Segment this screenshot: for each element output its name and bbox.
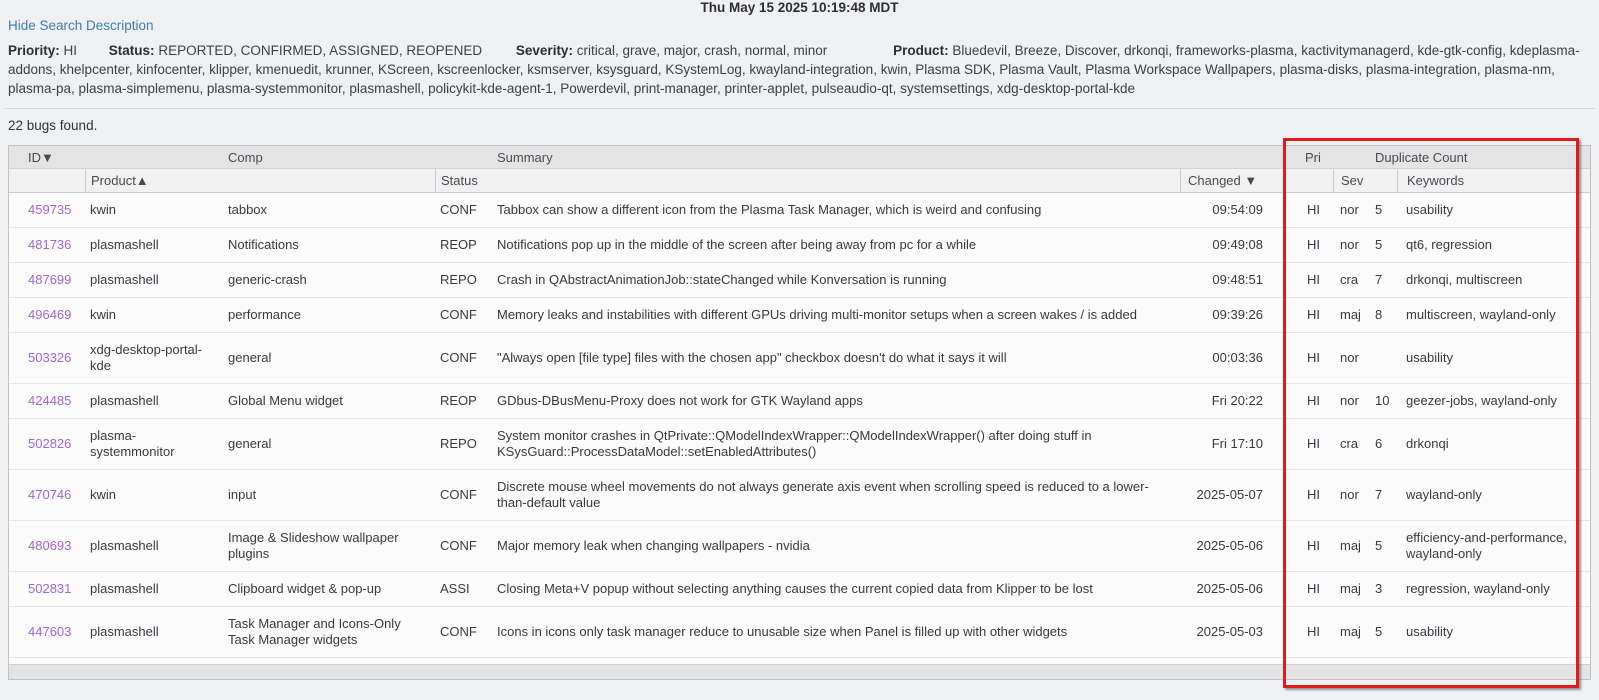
keywords-cell: multiscreen, wayland-only <box>1406 307 1556 322</box>
severity-cell: maj <box>1340 307 1361 322</box>
priority-cell: HI <box>1307 350 1320 365</box>
bug-id-link[interactable]: 459735 <box>28 202 72 217</box>
summary-cell: Notifications pop up in the middle of the screen after being away from pc for a while <box>497 237 977 252</box>
changed-cell: 2025-05-07 <box>1196 487 1263 502</box>
status-cell: CONF <box>440 487 477 502</box>
column-header-status[interactable]: Status <box>435 169 490 192</box>
component-cell: Notifications <box>228 237 299 252</box>
table-row <box>9 228 1590 263</box>
status-cell: CONF <box>440 202 477 217</box>
product-cell: plasma-systemmonitor <box>90 428 175 459</box>
bug-id-cell <box>9 572 85 606</box>
product-label: Product: <box>893 43 949 58</box>
priority-cell: HI <box>1307 487 1320 502</box>
status-cell: CONF <box>440 624 477 639</box>
priority-value: HI <box>63 43 78 58</box>
priority-label: Priority: <box>8 43 60 58</box>
product-cell: plasmashell <box>90 538 159 553</box>
keywords-cell: regression, wayland-only <box>1406 581 1550 596</box>
status-label: Status: <box>108 43 155 58</box>
component-cell: performance <box>228 307 301 322</box>
product-cell: kwin <box>90 307 117 322</box>
summary-cell: Closing Meta+V popup without selecting anything causes the current copied data from Klipper to be lost <box>497 581 1093 596</box>
severity-cell: nor <box>1340 393 1359 408</box>
component-cell: Clipboard widget & pop-up <box>228 581 382 596</box>
column-header-comp[interactable]: Comp <box>228 149 263 165</box>
column-header-duplicate-count[interactable]: Duplicate Count <box>1375 149 1468 165</box>
changed-cell: 2025-05-06 <box>1196 538 1263 553</box>
changed-cell: 2025-05-03 <box>1196 624 1263 639</box>
bug-id-cell <box>9 341 85 375</box>
timestamp: Thu May 15 2025 10:19:48 MDT <box>700 0 899 15</box>
changed-cell: Fri 20:22 <box>1211 393 1263 408</box>
table-row <box>9 470 1590 521</box>
summary-cell: "Always open [file type] files with the chosen app" checkbox doesn't do what it says it will <box>497 350 1007 365</box>
priority-cell: HI <box>1307 581 1320 596</box>
bug-id-link[interactable]: 481736 <box>28 237 72 252</box>
changed-cell: 09:48:51 <box>1212 272 1263 287</box>
status-cell: ASSI <box>440 581 470 596</box>
bug-id-link[interactable]: 503326 <box>28 350 72 365</box>
severity-cell: maj <box>1340 538 1361 553</box>
keywords-cell: drkonqi, multiscreen <box>1406 272 1523 287</box>
summary-cell: Crash in QAbstractAnimationJob::stateChanged while Konversation is running <box>497 272 947 287</box>
status-cell: CONF <box>440 307 477 322</box>
component-cell: Global Menu widget <box>228 393 343 408</box>
changed-cell: 09:54:09 <box>1212 202 1263 217</box>
column-header-product[interactable]: Product▲ <box>85 169 223 192</box>
component-cell: generic-crash <box>228 272 307 287</box>
bug-id-link[interactable]: 470746 <box>28 487 72 502</box>
keywords-cell: wayland-only <box>1406 487 1482 502</box>
severity-cell: nor <box>1340 202 1359 217</box>
changed-cell: 09:49:08 <box>1212 237 1263 252</box>
severity-cell: maj <box>1340 624 1361 639</box>
summary-cell: GDbus-DBusMenu-Proxy does not work for GTK Wayland apps <box>497 393 863 408</box>
table-row <box>9 572 1590 607</box>
component-cell: Image & Slideshow wallpaper plugins <box>228 530 399 561</box>
component-cell: general <box>228 350 272 365</box>
column-header-id[interactable]: ID▼ <box>28 149 54 165</box>
column-header-summary[interactable]: Summary <box>497 149 553 165</box>
duplicate-count-cell: 7 <box>1375 487 1383 502</box>
component-cell: general <box>228 436 272 451</box>
bug-id-cell <box>9 615 85 649</box>
severity-cell: nor <box>1340 237 1359 252</box>
component-cell: tabbox <box>228 202 268 217</box>
duplicate-count-cell: 8 <box>1375 307 1383 322</box>
column-header-sev[interactable]: Sev <box>1333 169 1368 192</box>
summary-cell: Discrete mouse wheel movements do not always generate axis event when scrolling speed is reduced to a lower-than-default value <box>497 479 1149 510</box>
table-header-row-2 <box>9 169 1590 193</box>
summary-cell: System monitor crashes in QtPrivate::QModelIndexWrapper::QModelIndexWrapper() after doing stuff in KSysGuard::ProcessDataModel::setEnabledAttributes() <box>497 428 1092 459</box>
severity-cell: cra <box>1340 436 1359 451</box>
keywords-cell: usability <box>1406 202 1453 217</box>
severity-cell: nor <box>1340 350 1359 365</box>
table-row <box>9 607 1590 658</box>
duplicate-count-cell: 5 <box>1375 202 1383 217</box>
bug-list-table <box>8 145 1591 680</box>
bug-id-link[interactable]: 480693 <box>28 538 72 553</box>
product-cell: kwin <box>90 487 117 502</box>
duplicate-count-cell <box>1368 349 1397 367</box>
column-header-keywords[interactable]: Keywords <box>1397 169 1590 192</box>
bug-id-cell <box>9 529 85 563</box>
table-row <box>9 333 1590 384</box>
component-cell: input <box>228 487 257 502</box>
status-cell: REPO <box>440 436 477 451</box>
duplicate-count-cell: 3 <box>1375 581 1383 596</box>
duplicate-count-cell: 10 <box>1375 393 1390 408</box>
table-footer-header-bar <box>9 664 1590 679</box>
priority-cell: HI <box>1307 202 1320 217</box>
priority-cell: HI <box>1307 436 1320 451</box>
divider <box>4 108 1595 109</box>
priority-cell: HI <box>1307 307 1320 322</box>
priority-cell: HI <box>1307 237 1320 252</box>
table-row <box>9 298 1590 333</box>
status-cell: REOP <box>440 393 477 408</box>
bug-id-link[interactable]: 487699 <box>28 272 72 287</box>
status-value: REPORTED, CONFIRMED, ASSIGNED, REOPENED <box>158 43 483 58</box>
status-cell: CONF <box>440 350 477 365</box>
bug-id-link[interactable]: 496469 <box>28 307 72 322</box>
table-row <box>9 193 1590 228</box>
duplicate-count-cell: 7 <box>1375 272 1383 287</box>
bug-id-link[interactable]: 447603 <box>28 624 72 639</box>
severity-cell: cra <box>1340 272 1359 287</box>
product-cell: kwin <box>90 202 117 217</box>
priority-cell: HI <box>1307 393 1320 408</box>
product-cell: plasmashell <box>90 272 159 287</box>
product-cell: plasmashell <box>90 624 159 639</box>
duplicate-count-cell: 5 <box>1375 237 1383 252</box>
component-cell: Task Manager and Icons-Only Task Manager widgets <box>228 616 401 647</box>
duplicate-count-cell: 5 <box>1375 624 1383 639</box>
severity-cell: maj <box>1340 581 1361 596</box>
priority-cell: HI <box>1307 538 1320 553</box>
bug-id-link[interactable]: 502826 <box>28 436 72 451</box>
bug-id-link[interactable]: 502831 <box>28 581 72 596</box>
table-row <box>9 384 1590 419</box>
bug-id-cell <box>9 193 85 227</box>
duplicate-count-cell: 5 <box>1375 538 1383 553</box>
duplicate-count-cell: 6 <box>1375 436 1383 451</box>
search-description <box>8 41 1589 98</box>
bug-id-cell <box>9 384 85 418</box>
keywords-cell: usability <box>1406 350 1453 365</box>
severity-value: critical, grave, major, crash, normal, minor <box>576 43 828 58</box>
status-cell: REOP <box>440 237 477 252</box>
table-row <box>9 521 1590 572</box>
product-cell: plasmashell <box>90 237 159 252</box>
table-body <box>9 193 1590 658</box>
severity-cell: nor <box>1340 487 1359 502</box>
product-value: Bluedevil, Breeze, Discover, drkonqi, frameworks-plasma, kactivitymanagerd, kde-gtk-config, kdeplasma-addons, khelpcenter, kinfocenter, klipper, kmenuedit, krunner, KScreen, kscreenlocker, ksmserver, ksysguard, KSystemLog, kwayland-integration, kwin, Plasma SDK, Plasma Vault, Plasma Workspace Wallpapers, plasma-disks, plasma-integration, plasma-nm, plasma-pa, plasma-simplemenu, plasma-systemmonitor, plasmashell, policykit-kde-agent-1, Powerdevil, print-manager, printer-applet, pulseaudio-qt, systemsettings, xdg-desktop-portal-kde <box>8 43 1580 96</box>
changed-cell: Fri 17:10 <box>1211 436 1263 451</box>
product-cell: plasmashell <box>90 393 159 408</box>
keywords-cell: qt6, regression <box>1406 237 1492 252</box>
priority-cell: HI <box>1307 272 1320 287</box>
bug-id-cell <box>9 263 85 297</box>
summary-cell: Icons in icons only task manager reduce to unusable size when Panel is filled up with other widgets <box>497 624 1068 639</box>
bug-id-link[interactable]: 424485 <box>28 393 72 408</box>
status-cell: CONF <box>440 538 477 553</box>
changed-cell: 2025-05-06 <box>1196 581 1263 596</box>
summary-cell: Major memory leak when changing wallpapers - nvidia <box>497 538 810 553</box>
table-row <box>9 419 1590 470</box>
bug-id-cell <box>9 228 85 262</box>
bug-id-cell <box>9 478 85 512</box>
table-header-row-1 <box>9 146 1590 169</box>
bug-count: 22 bugs found. <box>8 118 98 133</box>
changed-cell: 09:39:26 <box>1212 307 1263 322</box>
column-header-changed[interactable]: Changed ▼ <box>1180 169 1265 192</box>
changed-cell: 00:03:36 <box>1212 350 1263 365</box>
bug-id-cell <box>9 298 85 332</box>
product-cell: plasmashell <box>90 581 159 596</box>
product-cell: xdg-desktop-portal-kde <box>90 342 202 373</box>
keywords-cell: drkonqi <box>1406 436 1449 451</box>
bug-id-cell <box>9 427 85 461</box>
column-header-spacer <box>9 169 85 192</box>
hide-search-description-link[interactable]: Hide Search Description <box>8 18 154 33</box>
column-header-pri[interactable]: Pri <box>1305 149 1321 165</box>
keywords-cell: usability <box>1406 624 1453 639</box>
keywords-cell: efficiency-and-performance, wayland-only <box>1406 530 1567 561</box>
table-row <box>9 263 1590 298</box>
severity-label: Severity: <box>515 43 573 58</box>
summary-cell: Memory leaks and instabilities with different GPUs driving multi-monitor setups when a screen wakes / is added <box>497 307 1137 322</box>
priority-cell: HI <box>1307 624 1320 639</box>
summary-cell: Tabbox can show a different icon from the Plasma Task Manager, which is weird and confusing <box>497 202 1042 217</box>
keywords-cell: geezer-jobs, wayland-only <box>1406 393 1558 408</box>
status-cell: REPO <box>440 272 477 287</box>
